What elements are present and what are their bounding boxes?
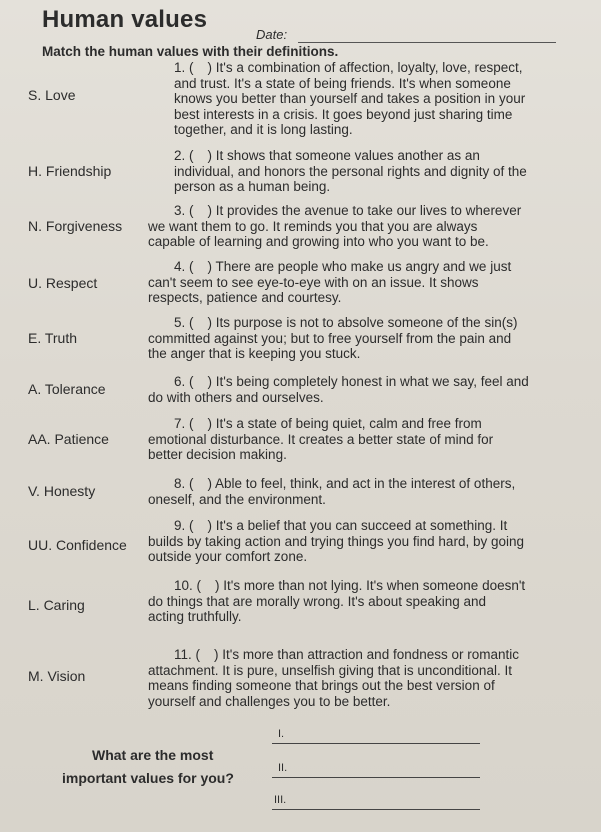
answer-label-1: I. [278, 728, 285, 740]
term-honesty: V. Honesty [28, 483, 96, 499]
definition-7: 7. ( ) It's a state of being quiet, calm and free from emotional disturbance. It creates a better state of mind for better decision making. [148, 416, 494, 462]
definition-6: 6. ( ) It's being completely honest in what we say, feel and do with others and ourselves. [148, 374, 529, 405]
definition-10: 10. ( ) It's more than not lying. It's when someone doesn't do things that are morally wrong. It's about speaking and acting truthfully. [148, 578, 526, 624]
definition-5: 5. ( ) Its purpose is not to absolve someone of the sin(s) committed against you; but to free yourself from the pain and the anger that is keeping you stuck. [148, 315, 518, 361]
definition-number: 1. ( [174, 60, 194, 75]
date-label: Date: [256, 27, 288, 42]
answer-line-2[interactable] [272, 777, 480, 778]
question-line-2: important values for you? [62, 770, 234, 786]
definition-number: 7. ( [174, 416, 194, 431]
term-vision: M. Vision [28, 668, 86, 684]
answer-line-1[interactable] [272, 743, 480, 744]
definition-number: 11. ( [174, 647, 201, 662]
term-patience: AA. Patience [28, 431, 109, 447]
date-field-line [298, 42, 556, 43]
definition-number: 9. ( [174, 518, 194, 533]
term-truth: E. Truth [28, 330, 78, 346]
definition-number: 6. ( [174, 374, 194, 389]
definition-number: 4. ( [174, 259, 194, 274]
definition-3: 3. ( ) It provides the avenue to take our lives to wherever we want them to go. It reminds you that you are always capable of learning and growing into who you want to be. [148, 203, 522, 249]
definition-1: 1. ( ) It's a combination of affection, loyalty, love, respect, and trust. It's a state of being friends. It's when someone knows you better than yourself and takes a position in your best interests in a crisis. It goes beyond just sharing time together, and it is long lasting. [174, 60, 526, 137]
term-love: S. Love [28, 87, 76, 103]
term-respect: U. Respect [28, 275, 98, 291]
definition-4: 4. ( ) There are people who make us angry and we just can't seem to see eye-to-eye with on an issue. It shows respects, patience and courtesy. [148, 259, 512, 305]
definition-8: 8. ( ) Able to feel, think, and act in the interest of others, oneself, and the environment. [148, 476, 516, 507]
term-forgiveness: N. Forgiveness [28, 218, 123, 234]
definition-number: 3. ( [174, 203, 194, 218]
answer-label-2: II. [278, 762, 288, 774]
question-line-1: What are the most [92, 747, 214, 763]
definition-number: 8. ( [174, 476, 194, 491]
definition-number: 5. ( [174, 315, 194, 330]
definition-2: 2. ( ) It shows that someone values another as an individual, and honors the personal rights and dignity of the person as a human being. [174, 148, 527, 194]
answer-label-3: III. [274, 794, 287, 806]
definition-11: 11. ( ) It's more than attraction and fondness or romantic attachment. It is pure, unselfish giving that is unconditional. It means finding someone that brings out the best version of yourself and challenges you to be better. [148, 647, 520, 709]
instruction-text: Match the human values with their definitions. [42, 44, 339, 59]
worksheet-title: Human values [42, 6, 208, 33]
definition-9: 9. ( ) It's a belief that you can succeed at something. It builds by taking action and trying things you find hard, by going outside your comfort zone. [148, 518, 524, 564]
term-friendship: H. Friendship [28, 163, 112, 179]
definition-number: 2. ( [174, 148, 194, 163]
definition-number: 10. ( [174, 578, 202, 593]
term-confidence: UU. Confidence [28, 537, 127, 553]
answer-line-3[interactable] [272, 809, 480, 810]
term-tolerance: A. Tolerance [28, 381, 106, 397]
term-caring: L. Caring [28, 597, 85, 613]
